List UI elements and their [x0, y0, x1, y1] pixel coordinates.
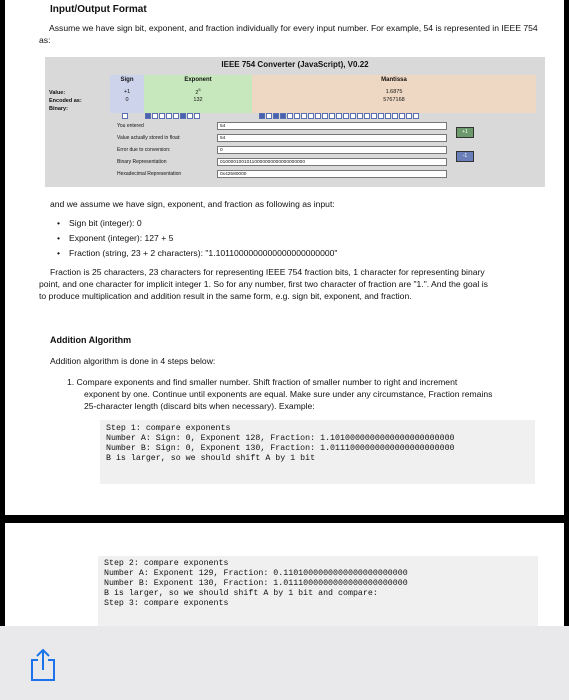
- bit-checkbox[interactable]: [194, 113, 200, 119]
- bit-checkbox[interactable]: [322, 113, 328, 119]
- bit-checkbox[interactable]: [294, 113, 300, 119]
- share-icon[interactable]: [28, 648, 58, 682]
- bit-checkbox[interactable]: [280, 113, 286, 119]
- sign-bit-checkboxes[interactable]: [122, 113, 128, 119]
- bit-checkbox[interactable]: [122, 113, 128, 119]
- fraction-paragraph: Fraction is 25 characters, 23 characters for representing IEEE 754 fraction bits, 1 character for representing binary point, and one character for implicit integer 1. So for any number, first two character of fraction are "1.". And the goal is to produce multiplication and addition result in the same form, e.g. sign bit, exponent, and fraction.: [39, 267, 488, 301]
- bullet-fraction: • Fraction (string, 23 + 2 characters): "1.1011000000000000000000000": [69, 248, 337, 258]
- field-label-stored: Value actually stored in float:: [117, 135, 181, 141]
- bit-checkbox[interactable]: [406, 113, 412, 119]
- bit-checkbox[interactable]: [315, 113, 321, 119]
- bit-checkbox[interactable]: [152, 113, 158, 119]
- bullet-exponent: • Exponent (integer): 127 + 5: [69, 233, 173, 243]
- sign-header: Sign: [120, 77, 134, 83]
- error-field: 0: [217, 146, 447, 154]
- stored-value-field: 54: [217, 134, 447, 142]
- bit-checkbox[interactable]: [343, 113, 349, 119]
- bit-checkbox[interactable]: [378, 113, 384, 119]
- field-label-error: Error due to conversion:: [117, 147, 171, 153]
- bit-checkbox[interactable]: [308, 113, 314, 119]
- hex-representation-input[interactable]: 0x42580000: [217, 170, 447, 178]
- exponent-value: $2^5$: [195, 87, 201, 96]
- bit-checkbox[interactable]: [385, 113, 391, 119]
- entered-value-input[interactable]: 54: [217, 122, 447, 130]
- bit-checkbox[interactable]: [357, 113, 363, 119]
- exponent-encoded: 132: [193, 97, 203, 103]
- addition-algorithm-heading: Addition Algorithm: [50, 335, 132, 345]
- algorithm-intro: Addition algorithm is done in 4 steps below:: [50, 356, 216, 366]
- bit-checkbox[interactable]: [392, 113, 398, 119]
- row-label-encoded: Encoded as:: [49, 98, 82, 104]
- bit-checkbox[interactable]: [336, 113, 342, 119]
- bit-checkbox[interactable]: [329, 113, 335, 119]
- minus-one-button[interactable]: -1: [456, 151, 474, 162]
- bit-checkbox[interactable]: [413, 113, 419, 119]
- intro-paragraph: Assume we have sign bit, exponent, and fraction individually for every input number. For example, 54 is represented in IEEE 754 as:: [39, 23, 538, 45]
- sign-encoded: 0: [125, 97, 129, 103]
- bit-checkbox[interactable]: [399, 113, 405, 119]
- bit-checkbox[interactable]: [266, 113, 272, 119]
- assume-paragraph: and we assume we have sign, exponent, and fraction as following as input:: [50, 199, 335, 209]
- ieee-converter-figure: [45, 57, 545, 187]
- bit-checkbox[interactable]: [364, 113, 370, 119]
- mantissa-header: Mantissa: [381, 77, 407, 83]
- bit-checkbox[interactable]: [259, 113, 265, 119]
- field-label-entered: You entered: [117, 123, 144, 129]
- step1-description: 1. Compare exponents and find smaller number. Shift fraction of smaller number to right and increment exponent by one. Continue until exponents are equal. Make sure under any circumstance, Fraction remains 25-character length (discard bits when necessary). Example:: [67, 377, 493, 411]
- bottom-toolbar: [0, 626, 569, 700]
- bit-checkbox[interactable]: [273, 113, 279, 119]
- field-label-binary: Binary Representation: [117, 159, 167, 165]
- sign-column: [110, 75, 144, 113]
- bit-checkbox[interactable]: [287, 113, 293, 119]
- bit-checkbox[interactable]: [350, 113, 356, 119]
- sign-value: +1: [123, 89, 131, 95]
- exponent-header: Exponent: [184, 77, 212, 83]
- bit-checkbox[interactable]: [187, 113, 193, 119]
- mantissa-bit-checkboxes[interactable]: [259, 113, 419, 119]
- document-page-2: [5, 523, 564, 626]
- bit-checkbox[interactable]: [166, 113, 172, 119]
- mantissa-column: [252, 75, 536, 113]
- bit-checkbox[interactable]: [173, 113, 179, 119]
- bullet-sign: • Sign bit (integer): 0: [69, 218, 142, 228]
- mantissa-value: 1.6875: [385, 89, 403, 95]
- code-block-step2: Step 2: compare exponents Number A: Exponent 129, Fraction: 0.1101000000000000000000000 Number B: Exponent 130, Fraction: 1.0111000000000000000000000 B is larger, so we should shift A by 1 bit and compare: Step 3: compare exponents: [98, 556, 538, 626]
- row-label-value: Value:: [49, 90, 66, 96]
- section-heading: Input/Output Format: [50, 4, 147, 15]
- mantissa-encoded: 5767168: [383, 97, 405, 103]
- bit-checkbox[interactable]: [371, 113, 377, 119]
- document-page-1: [5, 0, 564, 515]
- bit-checkbox[interactable]: [159, 113, 165, 119]
- converter-title: IEEE 754 Converter (JavaScript), V0.22: [221, 60, 369, 69]
- exponent-bit-checkboxes[interactable]: [145, 113, 200, 119]
- binary-representation-input[interactable]: 01000010010110000000000000000000: [217, 158, 447, 166]
- row-label-binary: Binary:: [49, 106, 68, 112]
- bit-checkbox[interactable]: [180, 113, 186, 119]
- bit-checkbox[interactable]: [145, 113, 151, 119]
- field-label-hex: Hexadecimal Representation: [117, 171, 182, 177]
- plus-one-button[interactable]: +1: [456, 127, 474, 138]
- exponent-column: [144, 75, 252, 113]
- code-block-step1: Step 1: compare exponents Number A: Sign: 0, Exponent 128, Fraction: 1.1010000000000000000000000 Number B: Sign: 0, Exponent 130, Fraction: 1.0111000000000000000000000 B is larger, so we should shift A by 1 bit: [100, 420, 535, 484]
- bit-checkbox[interactable]: [301, 113, 307, 119]
